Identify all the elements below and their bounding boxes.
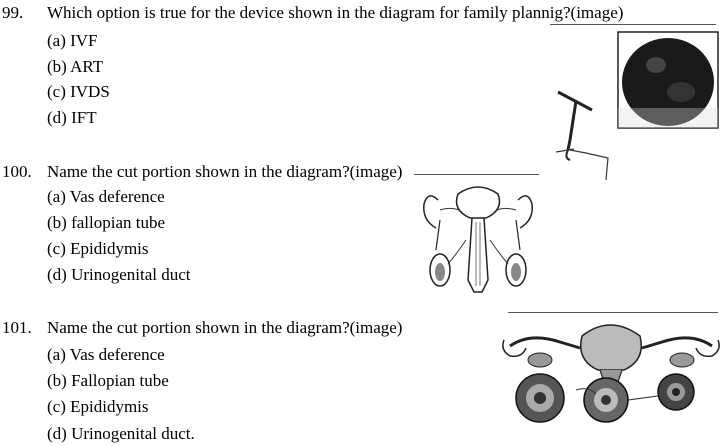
- option-c: (c) Epididymis: [47, 397, 149, 416]
- option-b: (b) Fallopian tube: [47, 371, 169, 390]
- option-b: (b) ART: [47, 57, 104, 76]
- option-d: (d) Urinogenital duct.: [47, 424, 195, 443]
- option-b: (b) fallopian tube: [47, 213, 166, 232]
- option-a: (a) IVF: [47, 31, 98, 50]
- answer-line: [508, 312, 718, 313]
- option-d: (d) Urinogenital duct: [47, 265, 191, 284]
- question-text: Name the cut portion shown in the diagram?(image): [47, 318, 403, 337]
- question-number: 99.: [2, 3, 24, 22]
- question-text: Which option is true for the device shown in the diagram for family plannig?(image): [47, 3, 624, 22]
- answer-line: [414, 174, 539, 175]
- male-reproductive-diagram: [418, 180, 538, 302]
- question-number: 100.: [2, 162, 32, 181]
- answer-line: [550, 24, 716, 25]
- option-a: (a) Vas deference: [47, 345, 165, 364]
- option-a: (a) Vas deference: [47, 187, 165, 206]
- option-d: (d) IFT: [47, 108, 97, 127]
- question-number: 101.: [2, 318, 32, 337]
- iud-photo: [616, 30, 720, 130]
- option-c: (c) IVDS: [47, 82, 110, 101]
- question-text: Name the cut portion shown in the diagram?(image): [47, 162, 403, 181]
- female-reproductive-diagram: [500, 316, 722, 444]
- option-c: (c) Epididymis: [47, 239, 149, 258]
